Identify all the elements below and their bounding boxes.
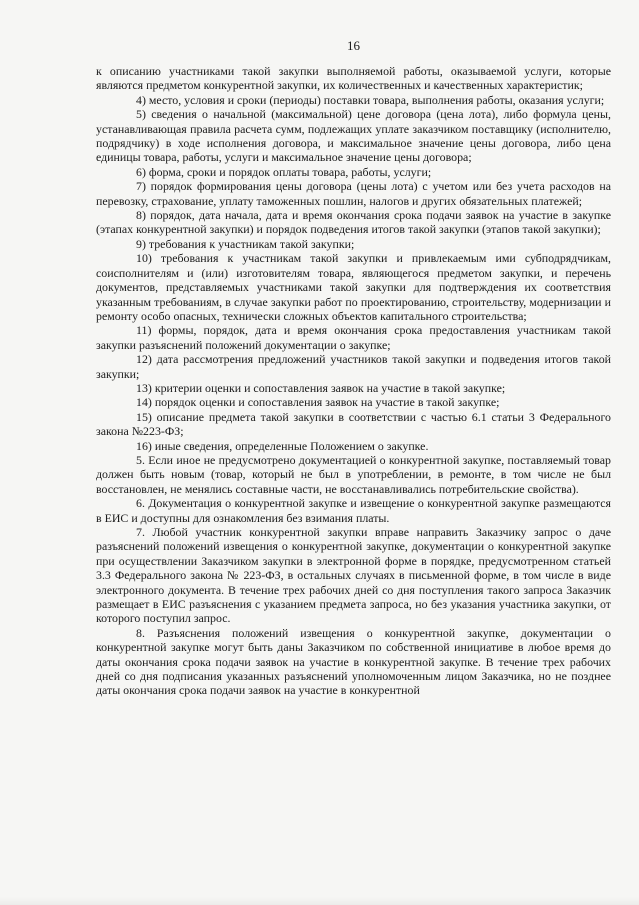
page-number: 16 [347, 38, 360, 53]
paragraph: 9) требования к участникам такой закупки; [136, 236, 355, 251]
paragraph: 13) критерии оценки и сопоставления заявок на участие в такой закупке; [136, 380, 506, 395]
paragraph: 10) требования к участникам такой закупки и привлекаемым ими субподрядчикам, соисполнителям и (или) изготовителям товара, являющегося предметом закупки, и перечень документов, представляемых участниками такой закупки для подтверждения их соответствия указанным требованиям, в случае закупки работ по проектированию, строительству, модернизации и ремонту особо опасных, технически сложных объектов капитального строительства; [96, 251, 611, 323]
paragraph: 5. Если иное не предусмотрено документацией о конкурентной закупке, поставляемый товар должен быть новым (товар, который не был в употреблении, в ремонте, в том числе не был восстановлен, не менялись составные части, не восстанавливались потребительские свойства). [96, 452, 611, 496]
scan-edge-shadow [0, 897, 639, 905]
paragraph: 6) форма, сроки и порядок оплаты товара, работы, услуги; [136, 164, 432, 179]
paragraph: 4) место, условия и сроки (периоды) поставки товара, выполнения работы, оказания услуги; [136, 92, 605, 107]
paragraph: 8. Разъяснения положений извещения о конкурентной закупке, документации о конкурентной закупке могут быть даны Заказчиком по собственной инициативе в любое время до даты окончания срока подачи заявок на участие в конкурентной закупке. В течение трех рабочих дней со дня подписания указанных разъяснений уполномоченным лицом Заказчика, но не позднее даты окончания срока подачи заявок на участие в конкурентной [96, 625, 611, 698]
paragraph: 7. Любой участник конкурентной закупки вправе направить Заказчику запрос о даче разъяснений положений извещения о конкурентной закупке, документации о конкурентной закупке при осуществлении Заказчиком закупки в электронной форме в порядке, предусмотренном статьей 3.3 Федерального закона № 223-ФЗ, в остальных случаях в письменной форме, в том числе в виде электронного документа. В течение трех рабочих дней со дня поступления такого запроса Заказчик размещает в ЕИС разъяснения с указанием предмета запроса, но без указания участника закупки, от которого поступил запрос. [96, 525, 611, 626]
paragraph: 5) сведения о начальной (максимальной) цене договора (цена лота), либо формула цены, устанавливающая правила расчета сумм, подлежащих уплате заказчиком поставщику (исполнителю, подрядчику) в ходе исполнения договора, и максимальное значение цены договора, либо цена единицы товара, работы, услуги и максимальное значение цены договора; [96, 107, 611, 165]
paragraph: 8) порядок, дата начала, дата и время окончания срока подачи заявок на участие в закупке (этапах конкурентной закупки) и порядок подведения итогов такой закупки (этапов такой закупки); [96, 208, 611, 237]
paragraph: 11) формы, порядок, дата и время окончания срока предоставления участникам такой закупки разъяснений положений документации о закупке; [96, 323, 611, 352]
document-body [96, 64, 611, 698]
paragraph: 7) порядок формирования цены договора (цены лота) с учетом или без учета расходов на перевозку, страхование, уплату таможенных пошлин, налогов и других обязательных платежей; [96, 179, 611, 208]
paragraph: 14) порядок оценки и сопоставления заявок на участие в такой закупке; [136, 395, 500, 410]
paragraph: 16) иные сведения, определенные Положением о закупке. [136, 438, 429, 453]
paragraph: 15) описание предмета такой закупки в соответствии с частью 6.1 статьи 3 Федерального закона №223-ФЗ; [96, 409, 611, 439]
paragraph: к описанию участниками такой закупки выполняемой работы, оказываемой услуги, которые являются предметом конкурентной закупки, их количественных и качественных характеристик; [96, 64, 611, 93]
paragraph: 12) дата рассмотрения предложений участников такой закупки и подведения итогов такой закупки; [96, 352, 611, 381]
paragraph: 6. Документация о конкурентной закупке и извещение о конкурентной закупке размещаются в ЕИС и доступны для ознакомления без взимания платы. [96, 496, 611, 525]
